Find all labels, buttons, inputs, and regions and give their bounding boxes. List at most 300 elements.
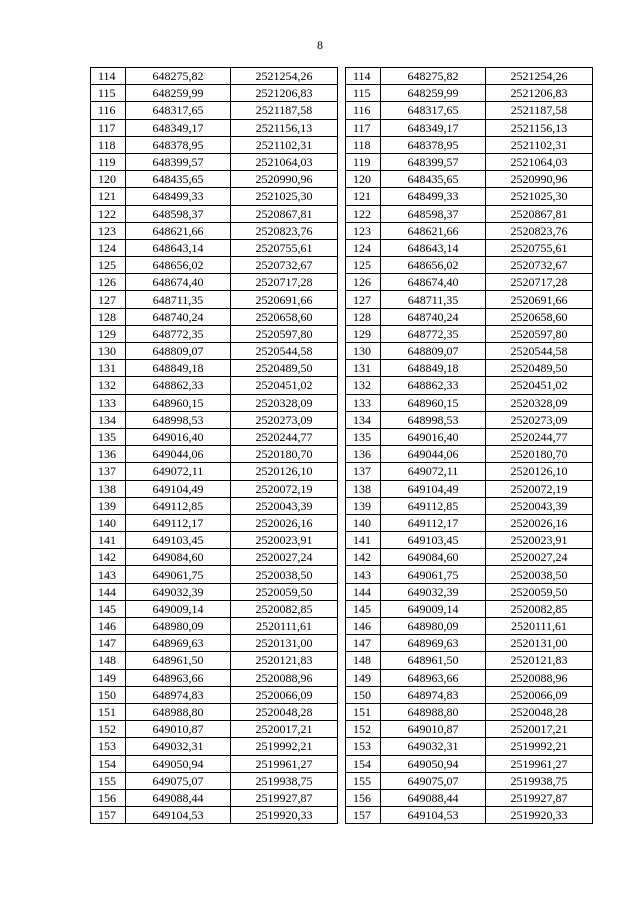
x-coordinate-cell: 648399,57 — [126, 153, 231, 170]
x-coordinate-cell: 649061,75 — [126, 566, 231, 583]
page-number: 8 — [317, 38, 323, 52]
table-row — [91, 308, 338, 325]
point-number-cell: 153 — [91, 738, 126, 755]
x-coordinate-cell: 648960,15 — [381, 394, 486, 411]
y-coordinate-cell: 2520451,02 — [231, 377, 338, 394]
y-coordinate-cell: 2520131,00 — [486, 635, 593, 652]
table-row — [91, 205, 338, 222]
x-coordinate-cell: 649088,44 — [381, 789, 486, 806]
y-coordinate-cell: 2520026,16 — [486, 514, 593, 531]
x-coordinate-cell: 648643,14 — [126, 239, 231, 256]
point-number-cell: 121 — [91, 188, 126, 205]
y-coordinate-cell: 2520017,21 — [486, 721, 593, 738]
y-coordinate-cell: 2519961,27 — [486, 755, 593, 772]
y-coordinate-cell: 2520126,10 — [231, 463, 338, 480]
y-coordinate-cell: 2520273,09 — [486, 411, 593, 428]
table-row — [346, 514, 593, 531]
y-coordinate-cell: 2520273,09 — [231, 411, 338, 428]
x-coordinate-cell: 649104,53 — [126, 807, 231, 824]
point-number-cell: 124 — [91, 239, 126, 256]
x-coordinate-cell: 648711,35 — [381, 291, 486, 308]
y-coordinate-cell: 2520544,58 — [231, 343, 338, 360]
table-row — [91, 721, 338, 738]
table-row — [346, 738, 593, 755]
table-row — [346, 635, 593, 652]
table-row — [346, 308, 593, 325]
x-coordinate-cell: 648740,24 — [126, 308, 231, 325]
y-coordinate-cell: 2520027,24 — [486, 549, 593, 566]
table-row — [346, 377, 593, 394]
y-coordinate-cell: 2519938,75 — [231, 772, 338, 789]
y-coordinate-cell: 2519938,75 — [486, 772, 593, 789]
point-number-cell: 142 — [346, 549, 381, 566]
point-number-cell: 117 — [346, 119, 381, 136]
table-row — [346, 102, 593, 119]
table-row — [91, 85, 338, 102]
table-row — [346, 257, 593, 274]
x-coordinate-cell: 648275,82 — [126, 68, 231, 85]
x-coordinate-cell: 649050,94 — [381, 755, 486, 772]
table-row — [346, 360, 593, 377]
y-coordinate-cell: 2521025,30 — [486, 188, 593, 205]
y-coordinate-cell: 2520658,60 — [486, 308, 593, 325]
point-number-cell: 132 — [91, 377, 126, 394]
x-coordinate-cell: 648378,95 — [381, 136, 486, 153]
x-coordinate-cell: 648275,82 — [381, 68, 486, 85]
table-row — [346, 153, 593, 170]
table-row — [91, 566, 338, 583]
point-number-cell: 130 — [346, 343, 381, 360]
x-coordinate-cell: 648969,63 — [126, 635, 231, 652]
point-number-cell: 114 — [346, 68, 381, 85]
x-coordinate-cell: 649010,87 — [126, 721, 231, 738]
table-row — [91, 532, 338, 549]
point-number-cell: 157 — [91, 807, 126, 824]
point-number-cell: 135 — [91, 428, 126, 445]
point-number-cell: 137 — [91, 463, 126, 480]
y-coordinate-cell: 2520026,16 — [231, 514, 338, 531]
point-number-cell: 152 — [346, 721, 381, 738]
x-coordinate-cell: 648656,02 — [126, 257, 231, 274]
x-coordinate-cell: 648499,33 — [381, 188, 486, 205]
y-coordinate-cell: 2520023,91 — [231, 532, 338, 549]
x-coordinate-cell: 648349,17 — [126, 119, 231, 136]
x-coordinate-cell: 648963,66 — [381, 669, 486, 686]
y-coordinate-cell: 2520867,81 — [486, 205, 593, 222]
x-coordinate-cell: 649084,60 — [381, 549, 486, 566]
point-number-cell: 120 — [91, 171, 126, 188]
point-number-cell: 138 — [346, 480, 381, 497]
y-coordinate-cell: 2520048,28 — [486, 703, 593, 720]
point-number-cell: 122 — [346, 205, 381, 222]
table-row — [91, 703, 338, 720]
point-number-cell: 148 — [91, 652, 126, 669]
table-row — [91, 274, 338, 291]
x-coordinate-cell: 649016,40 — [126, 428, 231, 445]
y-coordinate-cell: 2520244,77 — [231, 428, 338, 445]
point-number-cell: 152 — [91, 721, 126, 738]
table-row — [91, 618, 338, 635]
point-number-cell: 150 — [91, 686, 126, 703]
y-coordinate-cell: 2520451,02 — [486, 377, 593, 394]
table-row — [91, 239, 338, 256]
table-row — [91, 291, 338, 308]
y-coordinate-cell: 2520867,81 — [231, 205, 338, 222]
table-row — [346, 68, 593, 85]
y-coordinate-cell: 2520131,00 — [231, 635, 338, 652]
x-coordinate-cell: 648378,95 — [126, 136, 231, 153]
x-coordinate-cell: 649009,14 — [381, 600, 486, 617]
x-coordinate-cell: 649032,31 — [126, 738, 231, 755]
table-row — [91, 343, 338, 360]
point-number-cell: 115 — [346, 85, 381, 102]
x-coordinate-cell: 649103,45 — [381, 532, 486, 549]
table-row — [91, 222, 338, 239]
table-row — [346, 703, 593, 720]
y-coordinate-cell: 2520121,83 — [486, 652, 593, 669]
point-number-cell: 139 — [346, 497, 381, 514]
point-number-cell: 151 — [91, 703, 126, 720]
table-row — [91, 480, 338, 497]
x-coordinate-cell: 649050,94 — [126, 755, 231, 772]
point-number-cell: 157 — [346, 807, 381, 824]
y-coordinate-cell: 2520072,19 — [231, 480, 338, 497]
point-number-cell: 150 — [346, 686, 381, 703]
y-coordinate-cell: 2520489,50 — [486, 360, 593, 377]
y-coordinate-cell: 2520038,50 — [486, 566, 593, 583]
table-row — [346, 446, 593, 463]
y-coordinate-cell: 2521206,83 — [486, 85, 593, 102]
point-number-cell: 126 — [91, 274, 126, 291]
x-coordinate-cell: 648499,33 — [126, 188, 231, 205]
table-row — [91, 171, 338, 188]
y-coordinate-cell: 2520027,24 — [231, 549, 338, 566]
x-coordinate-cell: 648621,66 — [126, 222, 231, 239]
x-coordinate-cell: 648674,40 — [381, 274, 486, 291]
x-coordinate-cell: 648988,80 — [381, 703, 486, 720]
table-row — [346, 291, 593, 308]
y-coordinate-cell: 2520088,96 — [486, 669, 593, 686]
table-row — [91, 807, 338, 824]
x-coordinate-cell: 648435,65 — [126, 171, 231, 188]
table-row — [346, 497, 593, 514]
point-number-cell: 134 — [91, 411, 126, 428]
x-coordinate-cell: 648809,07 — [381, 343, 486, 360]
x-coordinate-cell: 648974,83 — [381, 686, 486, 703]
y-coordinate-cell: 2520732,67 — [231, 257, 338, 274]
x-coordinate-cell: 648259,99 — [126, 85, 231, 102]
x-coordinate-cell: 648998,53 — [381, 411, 486, 428]
x-coordinate-cell: 648621,66 — [381, 222, 486, 239]
point-number-cell: 145 — [91, 600, 126, 617]
point-number-cell: 122 — [91, 205, 126, 222]
y-coordinate-cell: 2520066,09 — [486, 686, 593, 703]
x-coordinate-cell: 648998,53 — [126, 411, 231, 428]
point-number-cell: 142 — [91, 549, 126, 566]
point-number-cell: 128 — [346, 308, 381, 325]
point-number-cell: 133 — [91, 394, 126, 411]
point-number-cell: 140 — [346, 514, 381, 531]
point-number-cell: 149 — [91, 669, 126, 686]
y-coordinate-cell: 2520023,91 — [486, 532, 593, 549]
table-row — [91, 772, 338, 789]
x-coordinate-cell: 649072,11 — [126, 463, 231, 480]
x-coordinate-cell: 648980,09 — [381, 618, 486, 635]
x-coordinate-cell: 649016,40 — [381, 428, 486, 445]
x-coordinate-cell: 648862,33 — [381, 377, 486, 394]
table-row — [91, 411, 338, 428]
y-coordinate-cell: 2520717,28 — [486, 274, 593, 291]
y-coordinate-cell: 2521254,26 — [486, 68, 593, 85]
x-coordinate-cell: 648317,65 — [126, 102, 231, 119]
table-row — [91, 153, 338, 170]
point-number-cell: 141 — [346, 532, 381, 549]
table-row — [346, 789, 593, 806]
point-number-cell: 114 — [91, 68, 126, 85]
table-row — [91, 463, 338, 480]
point-number-cell: 131 — [91, 360, 126, 377]
point-number-cell: 134 — [346, 411, 381, 428]
y-coordinate-cell: 2521064,03 — [231, 153, 338, 170]
table-row — [91, 119, 338, 136]
x-coordinate-cell: 649032,39 — [381, 583, 486, 600]
y-coordinate-cell: 2520990,96 — [231, 171, 338, 188]
point-number-cell: 138 — [91, 480, 126, 497]
point-number-cell: 147 — [91, 635, 126, 652]
y-coordinate-cell: 2520066,09 — [231, 686, 338, 703]
point-number-cell: 148 — [346, 652, 381, 669]
point-number-cell: 128 — [91, 308, 126, 325]
x-coordinate-cell: 649032,31 — [381, 738, 486, 755]
y-coordinate-cell: 2521156,13 — [486, 119, 593, 136]
x-coordinate-cell: 648317,65 — [381, 102, 486, 119]
y-coordinate-cell: 2520180,70 — [231, 446, 338, 463]
x-coordinate-cell: 649104,53 — [381, 807, 486, 824]
x-coordinate-cell: 649112,85 — [126, 497, 231, 514]
x-coordinate-cell: 649044,06 — [126, 446, 231, 463]
x-coordinate-cell: 648963,66 — [126, 669, 231, 686]
y-coordinate-cell: 2519920,33 — [486, 807, 593, 824]
x-coordinate-cell: 648643,14 — [381, 239, 486, 256]
table-row — [91, 377, 338, 394]
table-row — [346, 721, 593, 738]
point-number-cell: 135 — [346, 428, 381, 445]
point-number-cell: 124 — [346, 239, 381, 256]
x-coordinate-cell: 649103,45 — [126, 532, 231, 549]
x-coordinate-cell: 649061,75 — [381, 566, 486, 583]
table-row — [346, 325, 593, 342]
table-row — [91, 188, 338, 205]
x-coordinate-cell: 648711,35 — [126, 291, 231, 308]
y-coordinate-cell: 2519927,87 — [486, 789, 593, 806]
x-coordinate-cell: 649009,14 — [126, 600, 231, 617]
point-number-cell: 143 — [346, 566, 381, 583]
point-number-cell: 118 — [91, 136, 126, 153]
table-row — [91, 755, 338, 772]
y-coordinate-cell: 2520823,76 — [486, 222, 593, 239]
point-number-cell: 127 — [91, 291, 126, 308]
point-number-cell: 144 — [91, 583, 126, 600]
point-number-cell: 151 — [346, 703, 381, 720]
y-coordinate-cell: 2520823,76 — [231, 222, 338, 239]
point-number-cell: 125 — [91, 257, 126, 274]
point-number-cell: 154 — [91, 755, 126, 772]
y-coordinate-cell: 2520328,09 — [486, 394, 593, 411]
table-row — [91, 549, 338, 566]
table-row — [91, 325, 338, 342]
y-coordinate-cell: 2520658,60 — [231, 308, 338, 325]
table-row — [346, 411, 593, 428]
coordinates-table-left — [90, 67, 338, 824]
y-coordinate-cell: 2521156,13 — [231, 119, 338, 136]
point-number-cell: 145 — [346, 600, 381, 617]
y-coordinate-cell: 2520717,28 — [231, 274, 338, 291]
point-number-cell: 156 — [91, 789, 126, 806]
table-row — [91, 652, 338, 669]
point-number-cell: 137 — [346, 463, 381, 480]
x-coordinate-cell: 648259,99 — [381, 85, 486, 102]
table-row — [346, 119, 593, 136]
table-row — [346, 343, 593, 360]
y-coordinate-cell: 2520489,50 — [231, 360, 338, 377]
point-number-cell: 116 — [346, 102, 381, 119]
table-row — [346, 566, 593, 583]
y-coordinate-cell: 2520043,39 — [486, 497, 593, 514]
y-coordinate-cell: 2520691,66 — [231, 291, 338, 308]
y-coordinate-cell: 2520755,61 — [486, 239, 593, 256]
y-coordinate-cell: 2520088,96 — [231, 669, 338, 686]
point-number-cell: 132 — [346, 377, 381, 394]
y-coordinate-cell: 2520072,19 — [486, 480, 593, 497]
x-coordinate-cell: 648988,80 — [126, 703, 231, 720]
point-number-cell: 116 — [91, 102, 126, 119]
x-coordinate-cell: 649075,07 — [381, 772, 486, 789]
table-row — [346, 772, 593, 789]
point-number-cell: 133 — [346, 394, 381, 411]
point-number-cell: 120 — [346, 171, 381, 188]
x-coordinate-cell: 649032,39 — [126, 583, 231, 600]
x-coordinate-cell: 649075,07 — [126, 772, 231, 789]
table-row — [346, 274, 593, 291]
x-coordinate-cell: 648809,07 — [126, 343, 231, 360]
point-number-cell: 129 — [91, 325, 126, 342]
y-coordinate-cell: 2520180,70 — [486, 446, 593, 463]
table-row — [346, 85, 593, 102]
y-coordinate-cell: 2520059,50 — [231, 583, 338, 600]
point-number-cell: 121 — [346, 188, 381, 205]
y-coordinate-cell: 2521102,31 — [231, 136, 338, 153]
table-row — [91, 686, 338, 703]
x-coordinate-cell: 649104,49 — [126, 480, 231, 497]
point-number-cell: 127 — [346, 291, 381, 308]
y-coordinate-cell: 2520244,77 — [486, 428, 593, 445]
x-coordinate-cell: 649104,49 — [381, 480, 486, 497]
point-number-cell: 126 — [346, 274, 381, 291]
point-number-cell: 136 — [346, 446, 381, 463]
y-coordinate-cell: 2520990,96 — [486, 171, 593, 188]
table-row — [346, 480, 593, 497]
point-number-cell: 147 — [346, 635, 381, 652]
table-row — [346, 755, 593, 772]
point-number-cell: 131 — [346, 360, 381, 377]
x-coordinate-cell: 648849,18 — [381, 360, 486, 377]
x-coordinate-cell: 649072,11 — [381, 463, 486, 480]
table-row — [91, 428, 338, 445]
x-coordinate-cell: 648772,35 — [126, 325, 231, 342]
y-coordinate-cell: 2520691,66 — [486, 291, 593, 308]
table-row — [346, 222, 593, 239]
y-coordinate-cell: 2520043,39 — [231, 497, 338, 514]
point-number-cell: 130 — [91, 343, 126, 360]
table-row — [346, 205, 593, 222]
table-row — [346, 394, 593, 411]
point-number-cell: 140 — [91, 514, 126, 531]
table-row — [346, 428, 593, 445]
table-row — [91, 136, 338, 153]
x-coordinate-cell: 648435,65 — [381, 171, 486, 188]
table-row — [91, 583, 338, 600]
table-row — [346, 136, 593, 153]
table-row — [91, 789, 338, 806]
y-coordinate-cell: 2520038,50 — [231, 566, 338, 583]
x-coordinate-cell: 649084,60 — [126, 549, 231, 566]
point-number-cell: 118 — [346, 136, 381, 153]
y-coordinate-cell: 2521187,58 — [486, 102, 593, 119]
point-number-cell: 146 — [91, 618, 126, 635]
point-number-cell: 139 — [91, 497, 126, 514]
table-row — [346, 669, 593, 686]
y-coordinate-cell: 2520111,61 — [231, 618, 338, 635]
y-coordinate-cell: 2520017,21 — [231, 721, 338, 738]
table-row — [346, 463, 593, 480]
table-row — [346, 549, 593, 566]
y-coordinate-cell: 2519961,27 — [231, 755, 338, 772]
table-row — [346, 583, 593, 600]
table-row — [91, 497, 338, 514]
coordinates-table-right — [345, 67, 593, 824]
table-row — [346, 188, 593, 205]
y-coordinate-cell: 2520082,85 — [231, 600, 338, 617]
x-coordinate-cell: 648772,35 — [381, 325, 486, 342]
point-number-cell: 144 — [346, 583, 381, 600]
x-coordinate-cell: 649112,17 — [381, 514, 486, 531]
x-coordinate-cell: 649112,17 — [126, 514, 231, 531]
point-number-cell: 115 — [91, 85, 126, 102]
table-row — [346, 618, 593, 635]
table-row — [91, 394, 338, 411]
point-number-cell: 156 — [346, 789, 381, 806]
table-row — [91, 600, 338, 617]
x-coordinate-cell: 648969,63 — [381, 635, 486, 652]
y-coordinate-cell: 2519927,87 — [231, 789, 338, 806]
point-number-cell: 123 — [346, 222, 381, 239]
y-coordinate-cell: 2521102,31 — [486, 136, 593, 153]
x-coordinate-cell: 648849,18 — [126, 360, 231, 377]
table-row — [346, 600, 593, 617]
y-coordinate-cell: 2521187,58 — [231, 102, 338, 119]
table-row — [346, 532, 593, 549]
table-row — [346, 652, 593, 669]
x-coordinate-cell: 648399,57 — [381, 153, 486, 170]
x-coordinate-cell: 648960,15 — [126, 394, 231, 411]
y-coordinate-cell: 2520082,85 — [486, 600, 593, 617]
point-number-cell: 129 — [346, 325, 381, 342]
x-coordinate-cell: 648740,24 — [381, 308, 486, 325]
table-row — [91, 360, 338, 377]
table-row — [346, 171, 593, 188]
y-coordinate-cell: 2521206,83 — [231, 85, 338, 102]
y-coordinate-cell: 2520048,28 — [231, 703, 338, 720]
